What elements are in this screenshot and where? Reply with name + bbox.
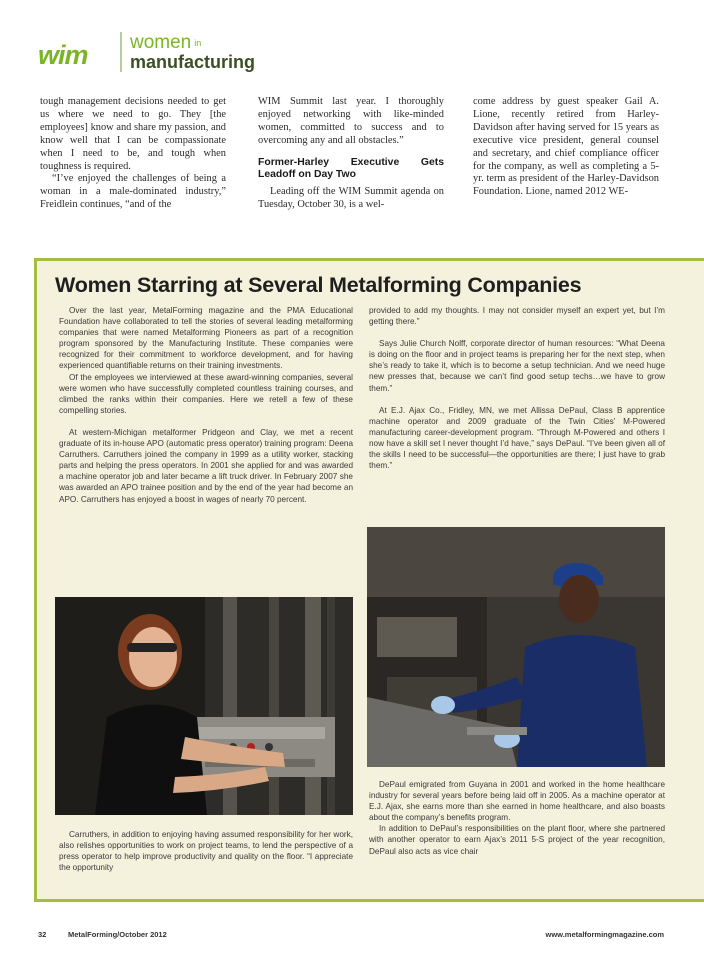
sidebar-column-right-top [369, 305, 665, 471]
sidebar-paragraph: provided to add my thoughts. I may not consider myself an expert yet, but I’m getting there.” [369, 306, 665, 327]
sidebar-paragraph: Says Julie Church Nolff, corporate director of human resources: “What Deena is doing on the floor and in project teams is preparing her for the next step, when she’s ready to take it, which is to become a setup technician. And we need huge new presses that, because we can’t find good setup techs…we have to grow them.” [369, 339, 665, 393]
sidebar-paragraph: Carruthers, in addition to enjoying having assumed responsibility for her work, also relishes opportunities to work on project teams, to lend the perspective of a press operator to help improve productivity and quality on the floor. “I appreciate the opportunity [59, 830, 353, 873]
logo-manufacturing-text: manufacturing [130, 52, 256, 72]
article-column-1 [40, 96, 226, 212]
photo-press-operator [55, 597, 353, 815]
logo-in-text: in [194, 38, 202, 48]
sidebar-paragraph: Over the last year, MetalForming magazine and the PMA Educational Foundation have collaborated to tell the stories of several leading metalforming companies that were named Metalforming Pioneers as part of a recognition program sponsored by the Manufacturing Institute. These companies were recognized for their commitment to workforce development, and for having experienced quantifiable returns on their training investments. [59, 306, 353, 371]
sidebar-paragraph: At E.J. Ajax Co., Fridley, MN, we met Allissa DePaul, Class B apprentice machine operator and 2009 graduate of the Twin Cities’ M-Powered manufacturing career-development program. “Through M-Powered and others I now have a skill set I never thought I’d have,” says DePaul. “I’ve been given all of the skills I need to be successful—the opportunities are there; I just have to grab them.” [369, 405, 665, 471]
sidebar-paragraph: Of the employees we interviewed at these award-winning companies, several were women who have successfully completed countless training courses, and climbed the ranks within their companies. Here we retell a few of these compelling stories. [59, 372, 353, 415]
logo-mark: wim [38, 40, 88, 70]
sidebar-paragraph: At western-Michigan metalformer Pridgeon and Clay, we met a recent graduate of its in-house APO (automatic press operator) training program: Deena Carruthers. Carruthers joined the company in 1999 as a utility worker, stacking parts and helping the press operators. In 2001 she applied for and was awarded a machine operator job and later became a lift truck driver. In February 2007 she was awarded an APO trainee position and by the end of the year had become an APO. Carruthers has enjoyed a boost in wages of nearly 70 percent. [59, 427, 353, 504]
sidebar-column-left-bottom [59, 829, 353, 873]
sidebar-box [34, 258, 704, 902]
magazine-url: www.metalformingmagazine.com [545, 930, 664, 939]
sidebar-paragraph: DePaul emigrated from Guyana in 2001 and worked in the home healthcare industry for several years before being laid off in 2005. As a machine operator at E.J. Ajax, she earns more than she earned in home healthcare, and also boasts about the company’s benefits program. [369, 780, 665, 823]
article-paragraph: tough management decisions needed to get us where we need to go. They [the employees] know and share my passion, and know well that I can be compassionate when I need to be, and tough when toughness is required. [40, 96, 226, 172]
article-paragraph: “I’ve enjoyed the challenges of being a woman in a male-dominated industry,” Freidlein continues, “and of the [40, 173, 226, 211]
article-column-2 [258, 96, 444, 211]
magazine-issue: MetalForming/October 2012 [68, 930, 167, 939]
sidebar-column-left-top [59, 305, 353, 505]
sidebar-column-right-bottom [369, 779, 665, 857]
wim-logo [38, 26, 298, 76]
logo-women-text: women in [130, 32, 202, 54]
article-column-3 [473, 96, 659, 199]
sidebar-title: Women Starring at Several Metalforming Companies [55, 273, 582, 297]
article-paragraph: come address by guest speaker Gail A. Lione, recently retired from Harley-Davidson after having served for 15 years as executive vice president, general counsel and secretary, and chief compliance officer for the company, as well as completing a 5-yr. term as president of the Harley-Davidson Foundation. Lione, named 2012 WE- [473, 96, 659, 198]
sidebar-paragraph: In addition to DePaul’s responsibilities on the plant floor, where she partnered with another operator to earn Ajax’s 2011 5-S project of the year recognition, DePaul also acts as vice chair [369, 824, 665, 856]
article-paragraph: Leading off the WIM Summit agenda on Tuesday, October 30, is a wel- [258, 185, 444, 210]
article-paragraph: WIM Summit last year. I thoroughly enjoyed networking with like-minded women, committed to success and to overcoming any and all obstacles.” [258, 96, 444, 146]
page-number: 32 [38, 930, 47, 939]
logo-divider [120, 32, 122, 72]
article-subhead: Former-Harley Executive Gets Leadoff on Day Two [258, 156, 444, 181]
photo-machine-operator [367, 527, 665, 767]
